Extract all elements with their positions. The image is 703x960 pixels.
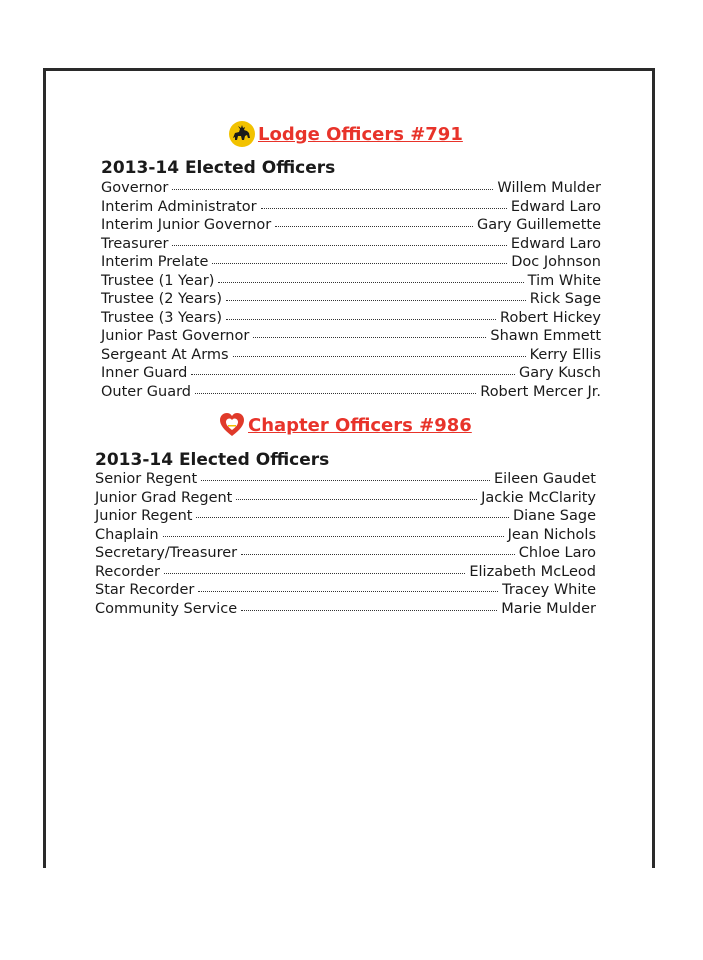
officer-role: Trustee (1 Year) (101, 272, 215, 289)
list-item (101, 216, 601, 235)
officer-name: Marie Mulder (501, 600, 596, 617)
leader-dots (218, 271, 523, 283)
officer-role: Interim Junior Governor (101, 217, 272, 233)
officer-role: Sergeant At Arms (101, 346, 229, 363)
leader-dots (236, 488, 477, 500)
list-item (101, 346, 601, 365)
leader-dots (261, 197, 507, 209)
officer-role: Recorder (95, 563, 160, 580)
officer-name: Edward Laro (510, 235, 601, 252)
leader-dots (172, 234, 506, 246)
heart-emblem-icon (218, 411, 246, 439)
list-item (101, 327, 601, 346)
officer-name: Shawn Emmett (490, 328, 601, 344)
list-item (95, 544, 596, 563)
list-item (101, 272, 601, 291)
leader-dots (226, 308, 496, 320)
officer-role: Interim Administrator (101, 198, 257, 215)
officer-name: Rick Sage (529, 291, 601, 307)
list-item (101, 364, 601, 383)
leader-dots (196, 506, 509, 518)
lodge-section-title (228, 120, 463, 148)
leader-dots (164, 562, 465, 574)
leader-dots (201, 469, 490, 481)
officer-name: Robert Mercer Jr. (480, 383, 601, 400)
officer-role: Junior Regent (95, 508, 193, 524)
officer-name: Chloe Laro (518, 545, 596, 561)
officer-name: Tracey White (502, 582, 596, 598)
officer-name: Robert Hickey (500, 309, 601, 326)
leader-dots (241, 543, 515, 555)
officer-role: Trustee (2 Years) (101, 291, 222, 307)
list-item (101, 383, 601, 402)
officer-name: Kerry Ellis (529, 346, 601, 363)
list-item (101, 290, 601, 309)
leader-dots (198, 580, 498, 592)
officer-role: Senior Regent (95, 471, 198, 487)
officer-name: Willem Mulder (497, 180, 601, 196)
officer-role: Junior Grad Regent (95, 489, 233, 506)
leader-dots (191, 363, 515, 375)
officer-name: Jean Nichols (507, 526, 596, 543)
list-item (95, 526, 596, 545)
leader-dots (163, 525, 504, 537)
lodge-title-text: Lodge Officers #791 (258, 123, 463, 145)
lodge-subtitle: 2013-14 Elected Officers (101, 158, 336, 178)
list-item (95, 470, 596, 489)
officer-role: Community Service (95, 600, 238, 617)
leader-dots (241, 599, 497, 611)
list-item (101, 198, 601, 217)
list-item (95, 507, 596, 526)
officer-name: Edward Laro (510, 198, 601, 215)
officer-role: Inner Guard (101, 365, 188, 381)
leader-dots (275, 215, 473, 227)
officer-name: Doc Johnson (511, 254, 601, 270)
officer-role: Star Recorder (95, 582, 195, 598)
officer-name: Tim White (527, 272, 601, 289)
officer-name: Diane Sage (512, 508, 596, 524)
officer-name: Gary Kusch (519, 365, 601, 381)
officer-role: Outer Guard (101, 383, 192, 400)
leader-dots (212, 252, 507, 264)
leader-dots (233, 345, 526, 357)
chapter-section-title (218, 411, 472, 439)
list-item (95, 600, 596, 619)
officer-role: Treasurer (101, 235, 169, 252)
lodge-officer-list (101, 179, 601, 401)
leader-dots (226, 289, 526, 301)
officer-role: Trustee (3 Years) (101, 309, 222, 326)
officer-role: Junior Past Governor (101, 328, 250, 344)
chapter-subtitle: 2013-14 Elected Officers (95, 450, 330, 470)
moose-emblem-icon (228, 120, 256, 148)
officer-name: Gary Guillemette (476, 217, 601, 233)
list-item (95, 489, 596, 508)
officer-role: Governor (101, 180, 169, 196)
officer-name: Eileen Gaudet (494, 471, 596, 487)
list-item (101, 179, 601, 198)
leader-dots (172, 178, 493, 190)
chapter-title-text: Chapter Officers #986 (248, 414, 472, 436)
list-item (101, 309, 601, 328)
officer-role: Chaplain (95, 526, 159, 543)
list-item (101, 253, 601, 272)
officer-role: Interim Prelate (101, 254, 209, 270)
list-item (95, 563, 596, 582)
officer-role: Secretary/Treasurer (95, 545, 238, 561)
leader-dots (253, 326, 486, 338)
officer-name: Elizabeth McLeod (469, 563, 596, 580)
list-item (101, 235, 601, 254)
list-item (95, 581, 596, 600)
chapter-officer-list (95, 470, 596, 618)
leader-dots (195, 382, 476, 394)
officer-name: Jackie McClarity (481, 489, 596, 506)
